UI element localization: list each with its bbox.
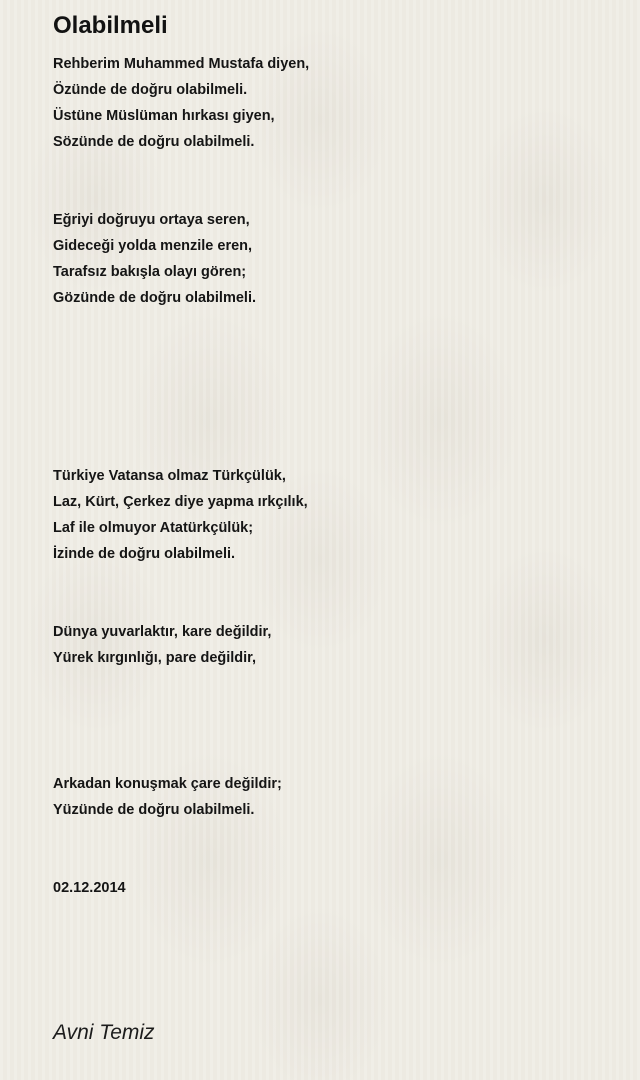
poem-line: Yüzünde de doğru olabilmeli.	[53, 802, 255, 818]
poem-line: Sözünde de doğru olabilmeli.	[53, 134, 255, 150]
poem-date: 02.12.2014	[53, 880, 126, 896]
poem-line: Arkadan konuşmak çare değildir;	[53, 776, 282, 792]
poem-line: Rehberim Muhammed Mustafa diyen,	[53, 56, 310, 72]
poem-line: İzinde de doğru olabilmeli.	[53, 546, 236, 562]
poem-line: Özünde de doğru olabilmeli.	[53, 82, 248, 98]
poem-line: Türkiye Vatansa olmaz Türkçülük,	[53, 468, 286, 484]
poem-line: Laf ile olmuyor Atatürkçülük;	[53, 520, 254, 536]
poem-title: Olabilmeli	[53, 12, 168, 39]
poem-line: Laz, Kürt, Çerkez diye yapma ırkçılık,	[53, 494, 308, 510]
poem-line: Yürek kırgınlığı, pare değildir,	[53, 650, 257, 666]
poem-line: Dünya yuvarlaktır, kare değildir,	[53, 624, 272, 640]
poem-line: Eğriyi doğruyu ortaya seren,	[53, 212, 250, 228]
poem-line: Üstüne Müslüman hırkası giyen,	[53, 108, 275, 124]
poem-line: Tarafsız bakışla olayı gören;	[53, 264, 247, 280]
poem-line: Gözünde de doğru olabilmeli.	[53, 290, 257, 306]
poem-author: Avni Temiz	[53, 1021, 155, 1044]
poem-line: Gideceği yolda menzile eren,	[53, 238, 253, 254]
